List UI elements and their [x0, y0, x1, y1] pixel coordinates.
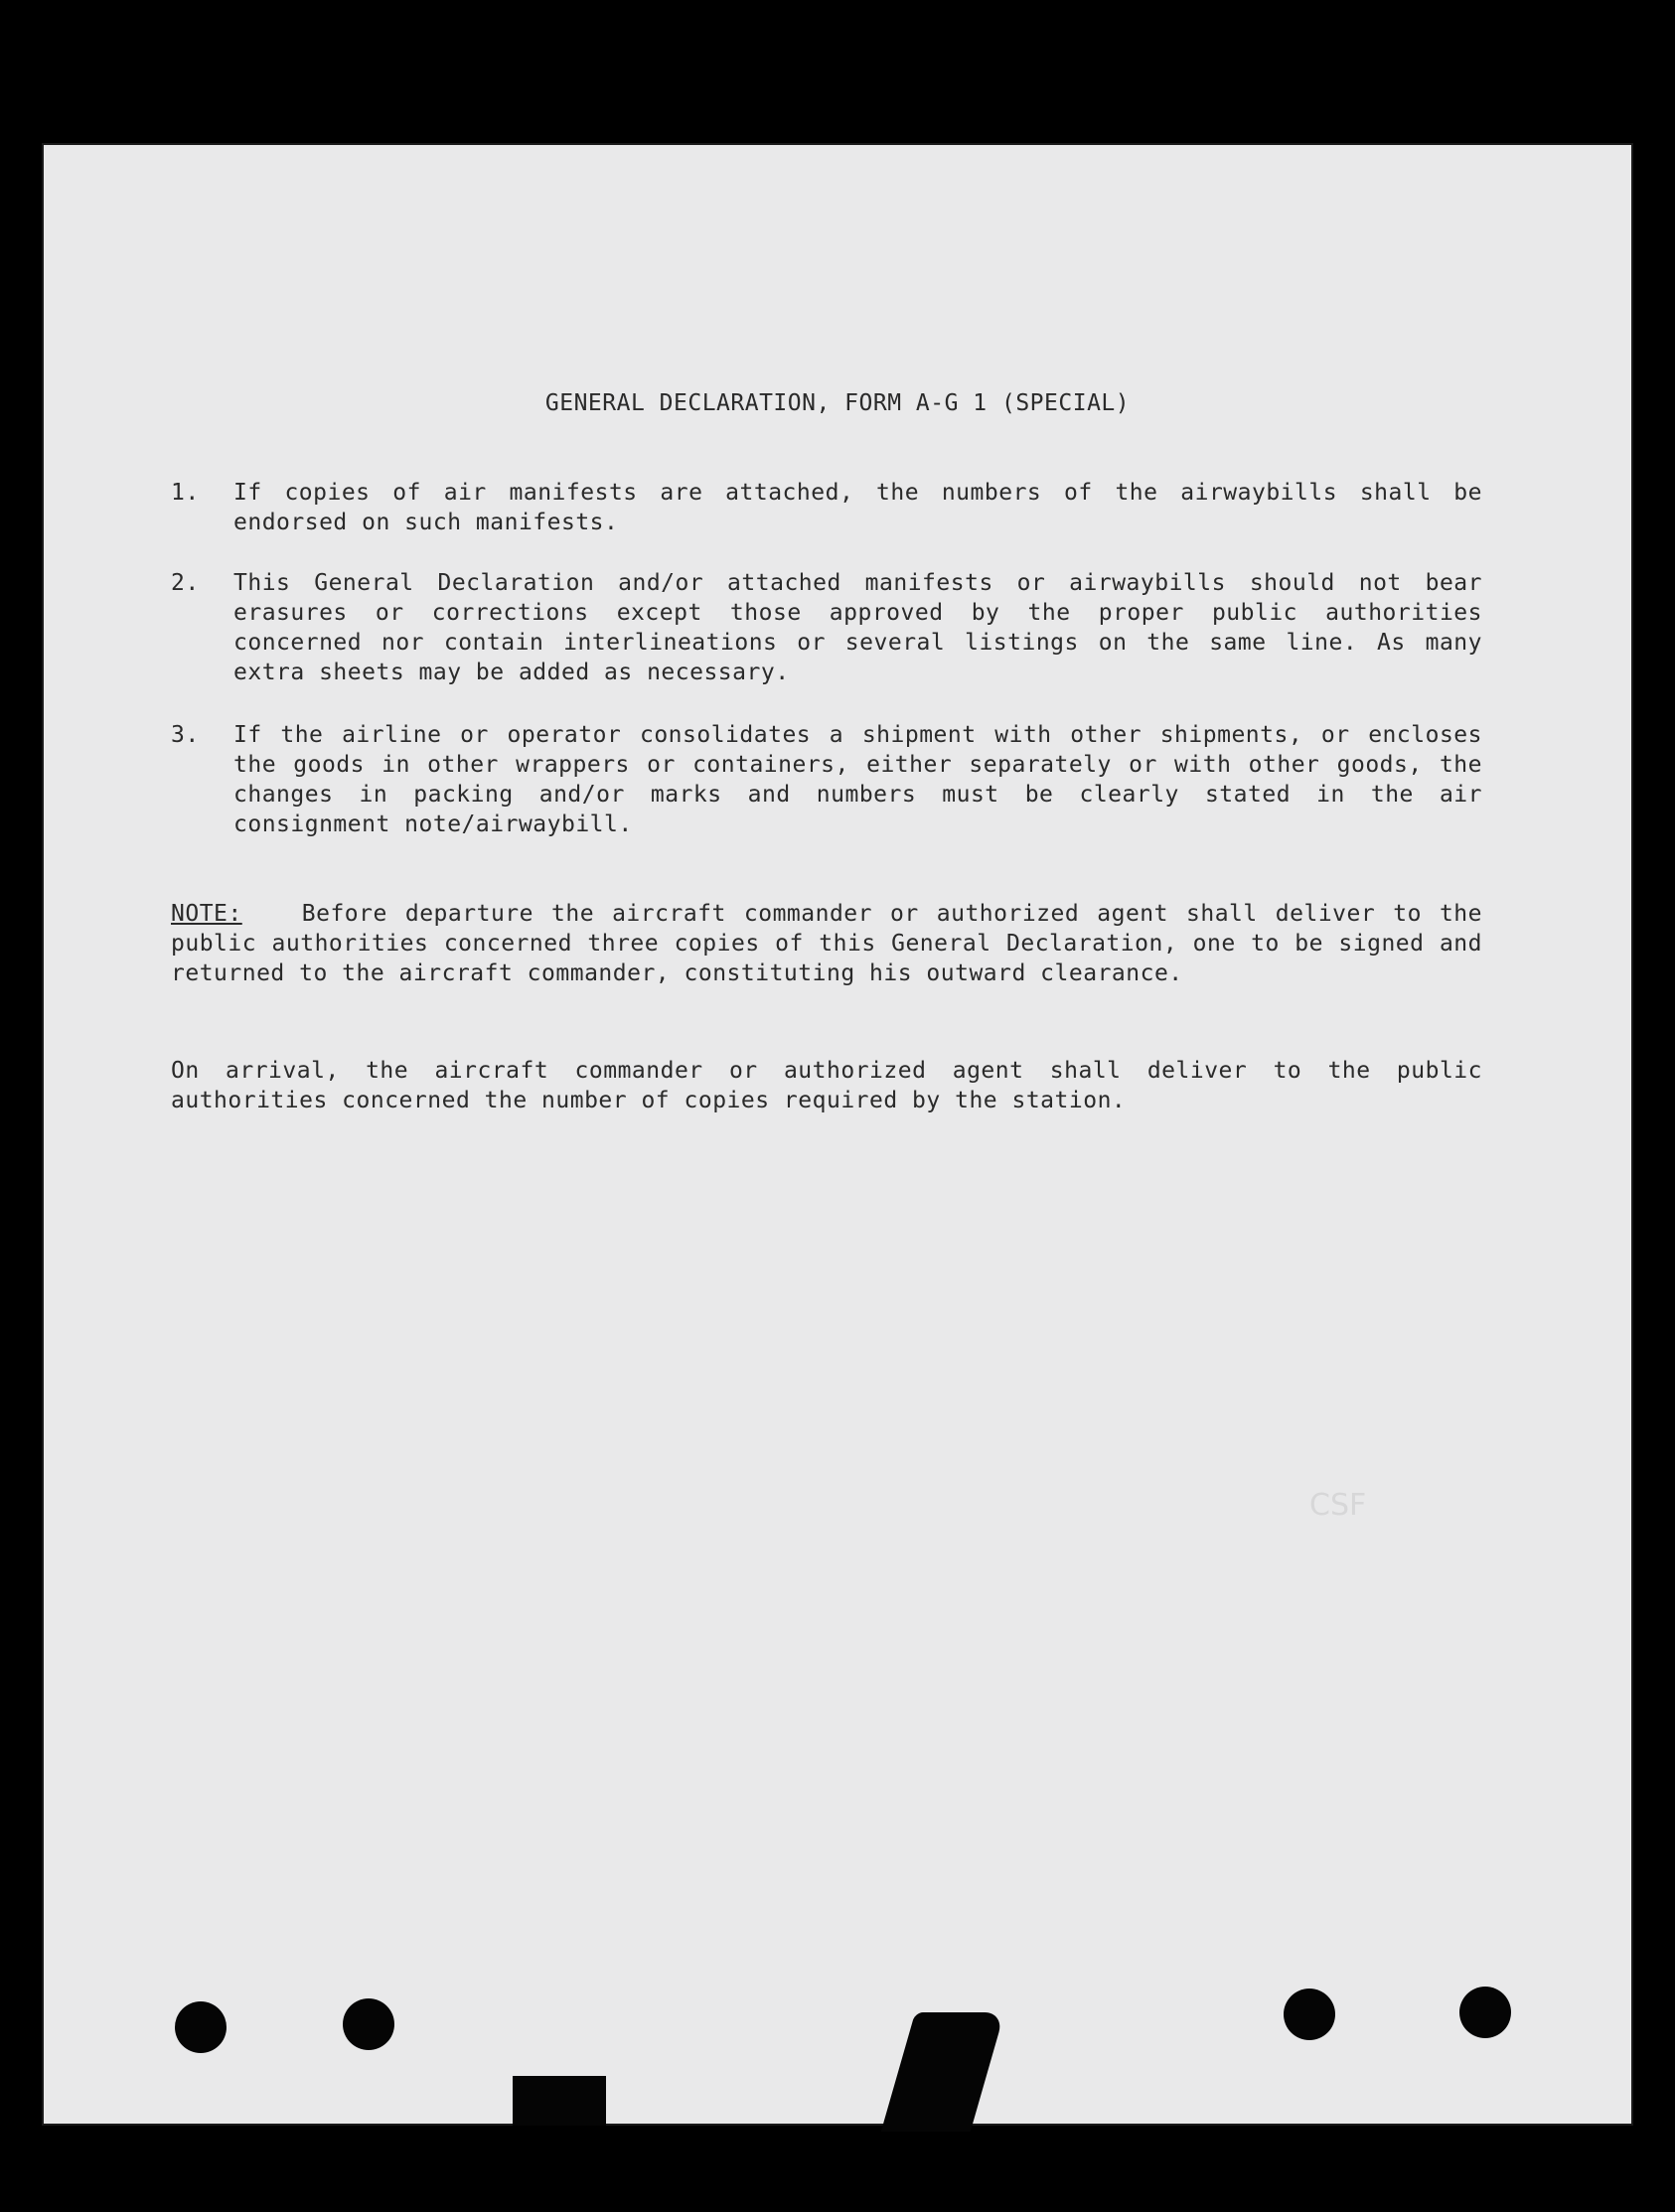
- page-title: GENERAL DECLARATION, FORM A-G 1 (SPECIAL): [544, 390, 1131, 416]
- note-text: Before departure the aircraft commander or authorized agent shall deliver to the public authorities concerned three copies of this General Declaration, one to be signed and returned to the aircraft commander, constituting his outward clearance.: [171, 901, 1482, 986]
- list-item-number: 3.: [171, 722, 200, 748]
- list-item-text: If copies of air manifests are attached, the numbers of the airwaybills shall be endorsed on such manifests.: [233, 480, 1482, 535]
- document-page: [42, 143, 1633, 2126]
- list-item-number: 1.: [171, 480, 200, 506]
- arrival-paragraph: On arrival, the aircraft commander or authorized agent shall deliver to the public authorities concerned the number of copies required by the station.: [171, 1058, 1482, 1113]
- punch-hole: [175, 2001, 227, 2053]
- binding-tab: [513, 2076, 606, 2126]
- note-paragraph: [171, 899, 1482, 988]
- list-item-text: This General Declaration and/or attached manifests or airwaybills should not bear erasures or corrections except those approved by the proper public authorities concerned nor contain interlineations or several listings on the same line. As many extra sheets may be added as necessary.: [233, 570, 1482, 685]
- note-label: NOTE:: [171, 901, 242, 927]
- punch-hole: [1284, 1989, 1335, 2040]
- punch-hole: [343, 1998, 394, 2050]
- punch-hole: [1459, 1987, 1511, 2038]
- faint-mark: CSF: [1309, 1488, 1367, 1523]
- list-item-number: 2.: [171, 570, 200, 596]
- list-item-text: If the airline or operator consolidates a shipment with other shipments, or encloses the goods in other wrappers or containers, either separately or with other goods, the changes in packing and/or marks and numbers must be clearly stated in the air consignment note/airwaybill.: [233, 722, 1482, 837]
